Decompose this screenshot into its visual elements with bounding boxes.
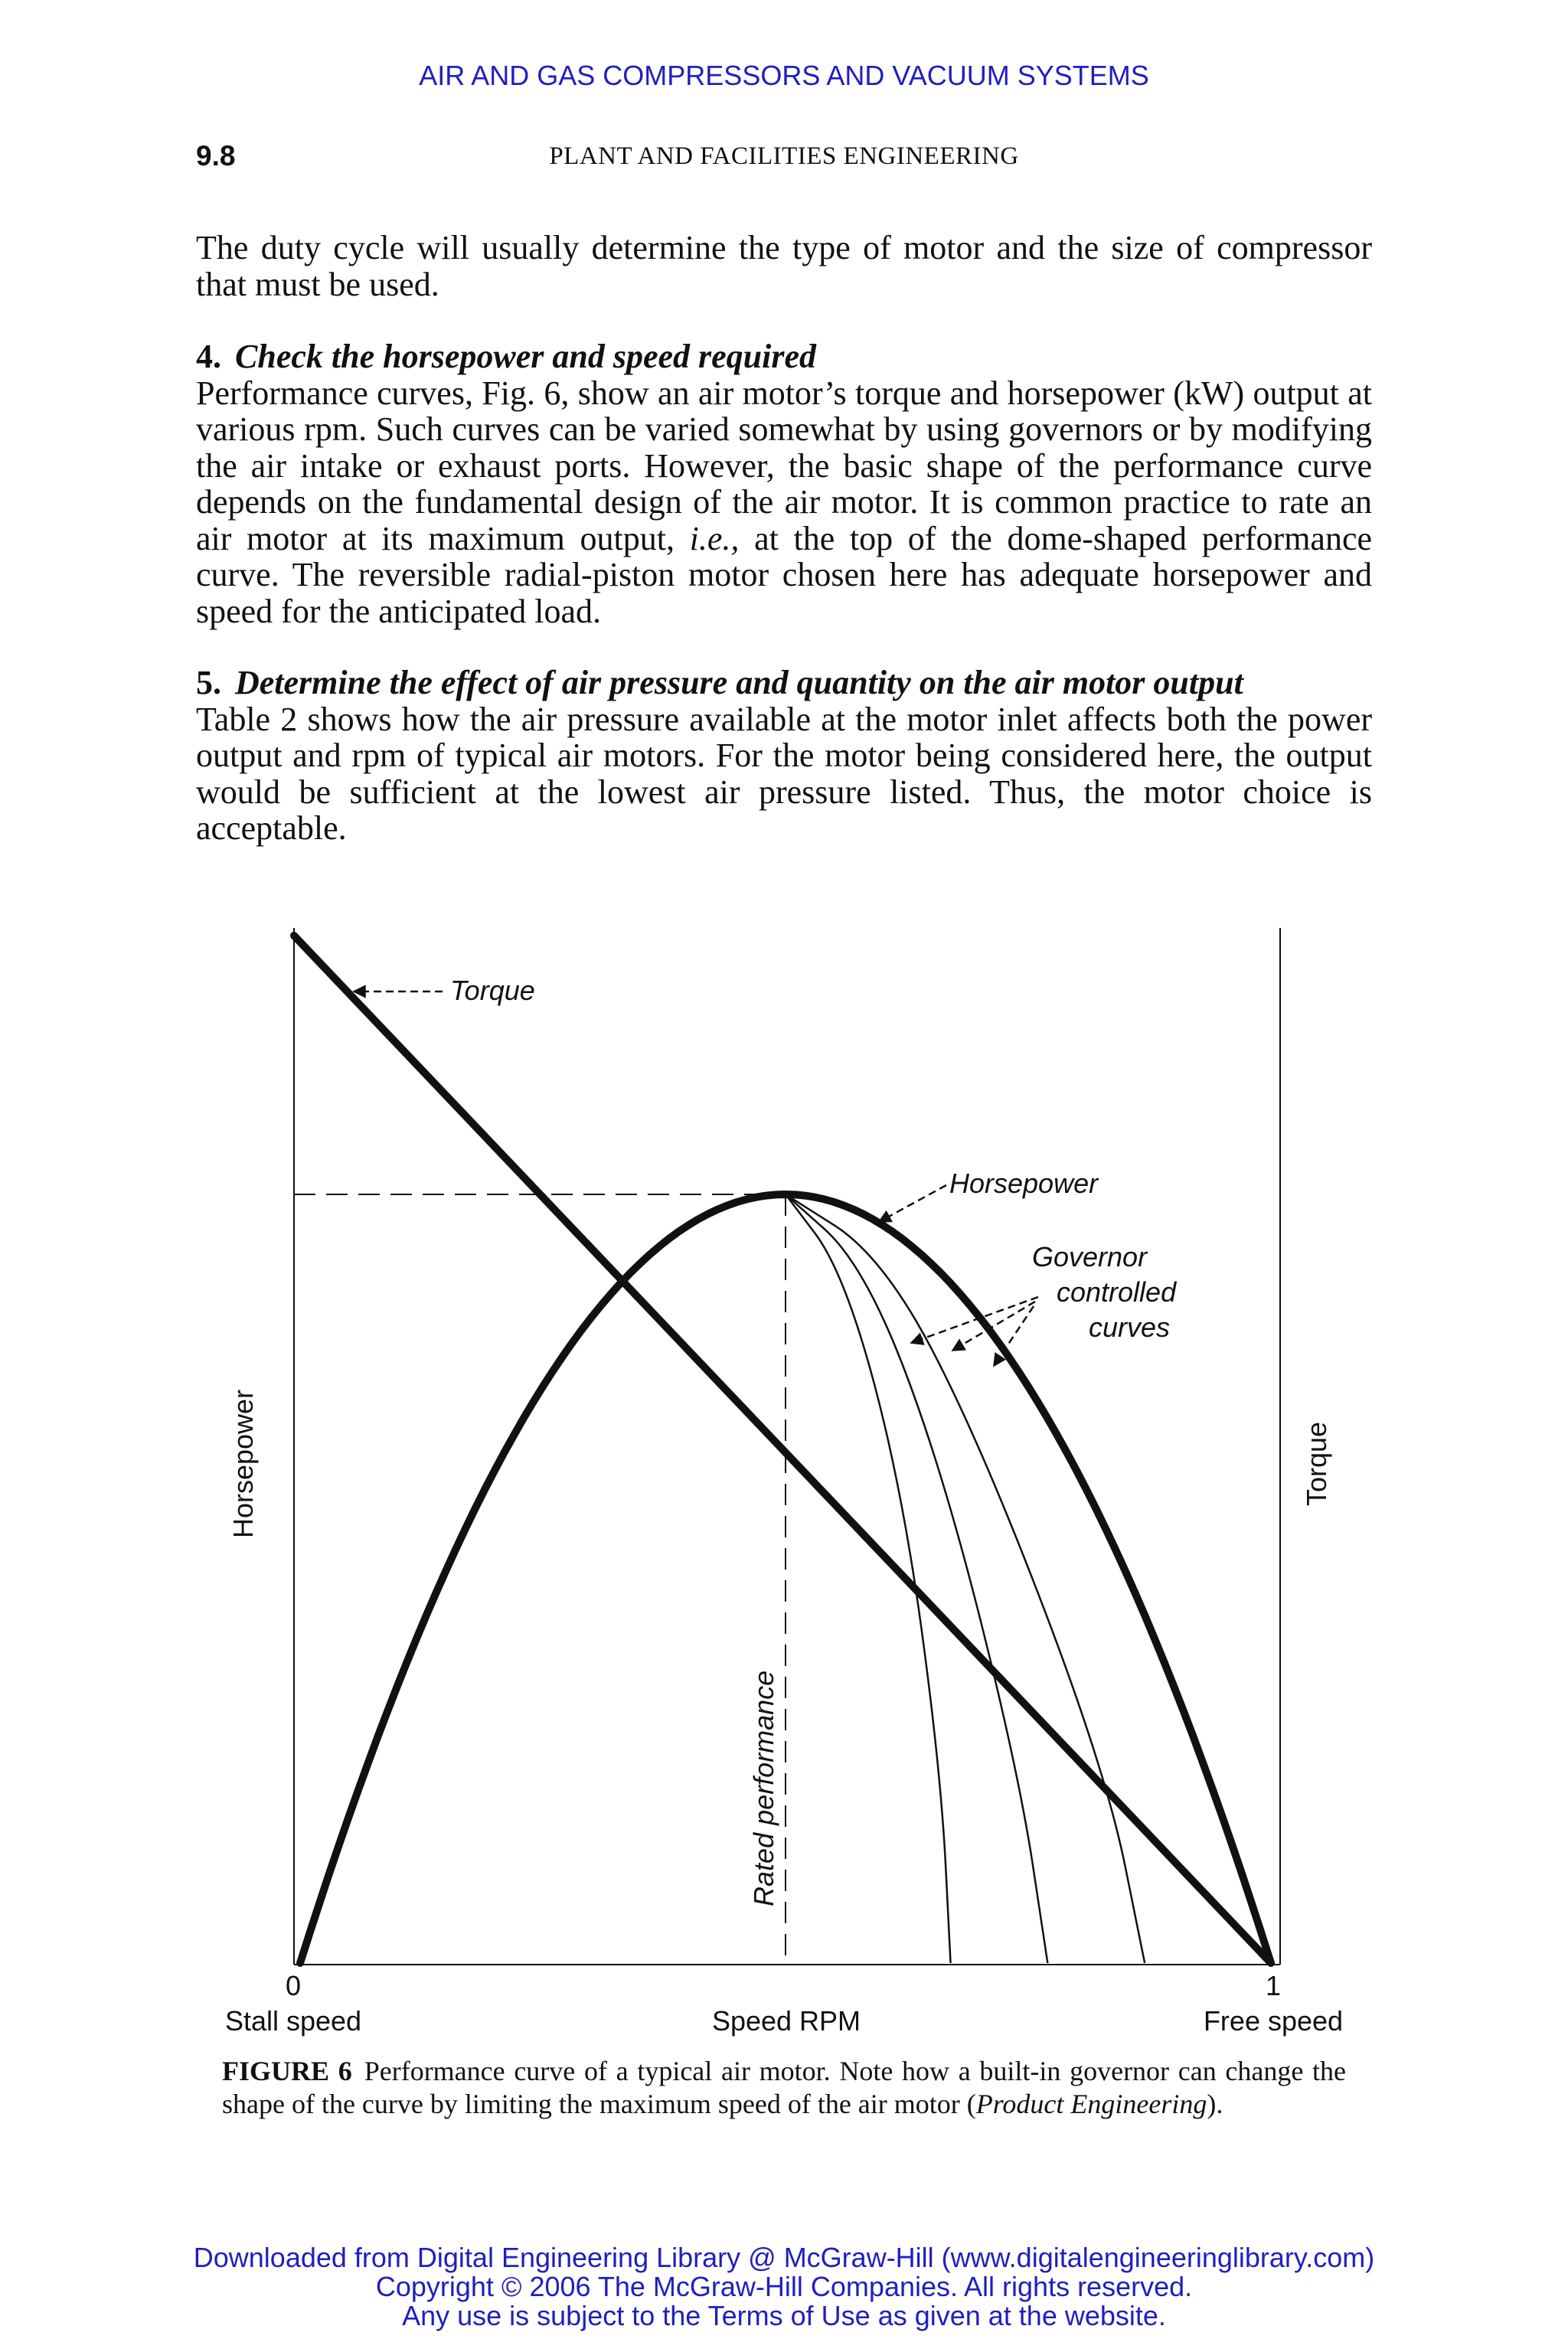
section-4-title: Check the horsepower and speed required [235, 338, 816, 375]
chart-axes [294, 928, 1280, 1965]
stall-speed-label: Stall speed [224, 2005, 362, 2037]
chart-labels [225, 975, 1343, 2037]
governor-curve-3 [786, 1194, 1145, 1963]
governor-leader-arrow-1 [911, 1297, 1038, 1343]
torque-annotation: Torque [450, 975, 535, 1006]
torque-curve [294, 936, 1271, 1963]
free-speed-label: Free speed [1203, 2005, 1344, 2037]
chart-guides [294, 991, 1038, 1963]
governor-leader-arrow-2 [952, 1302, 1035, 1351]
x-tick-label-0: 0 [285, 1970, 302, 2001]
figure-caption [222, 2055, 1346, 2121]
horsepower-annotation: Horsepower [949, 1168, 1099, 1199]
y2-axis-label: Torque [1301, 1421, 1332, 1507]
section-5-title: Determine the effect of air pressure and quantity on the air motor output [235, 664, 1243, 701]
footer-terms: Any use is subject to the Terms of Use as given at the website. [402, 2300, 1166, 2331]
governor-annotation-line3: curves [1089, 1312, 1171, 1343]
chart-curves [294, 936, 1271, 1963]
section-5-number: 5. [196, 664, 221, 701]
book-banner: AIR AND GAS COMPRESSORS AND VACUUM SYSTEMS [419, 60, 1149, 91]
x-tick-label-1: 1 [1265, 1970, 1282, 2001]
horsepower-leader-arrow [879, 1185, 946, 1222]
footer-copyright: Copyright © 2006 The McGraw-Hill Companies. All rights reserved. [375, 2271, 1193, 2302]
figure-label: FIGURE 6 [222, 2056, 352, 2086]
governor-curve-2 [786, 1194, 1047, 1963]
section-4-text-a: Performance curves, Fig. 6, show an air motor’s torque and horsepower (kW) output at various rpm. Such curves can be varied somewhat by using governors or by modifying the air intake or exhaust ports. However, the basic shape of the performance curve depends on the fundamental design of the air motor. It is common practice to rate an air motor at its maximum output, [196, 374, 1372, 557]
footer-notice [0, 2243, 1568, 2331]
governor-curve-1 [786, 1194, 951, 1963]
section-4-text-b: at the top of the dome-shaped performance curve. The reversible radial-piston motor chosen here has adequate horsepower and speed for the anticipated load. [196, 519, 1373, 630]
caption-source: Product Engineering [975, 2089, 1207, 2119]
section-4-number: 4. [196, 338, 221, 375]
running-head: PLANT AND FACILITIES ENGINEERING [549, 142, 1019, 170]
footer-download-link[interactable]: Downloaded from Digital Engineering Library @ McGraw-Hill (www.digitalengineeringlibrary.com) [193, 2242, 1375, 2273]
caption-text: Performance curve of a typical air motor. Note how a built-in governor can change the shape of the curve by limiting the maximum speed of the air motor ( [222, 2056, 1347, 2119]
page-number: 9.8 [196, 140, 236, 172]
y-axis-label: Horsepower [227, 1389, 259, 1539]
governor-annotation-line2: controlled [1057, 1276, 1177, 1308]
governor-annotation-line1: Governor [1032, 1241, 1148, 1272]
caption-end: ). [1207, 2089, 1223, 2119]
section-5-text: Table 2 shows how the air pressure available at the motor inlet affects both the power output and rpm of typical air motors. For the motor being considered here, the output would be sufficient at the lowest air pressure listed. Thus, the motor choice is acceptable. [196, 700, 1372, 847]
x-axis-label: Speed RPM [711, 2005, 861, 2037]
section-4-ie: i.e., [689, 519, 740, 557]
rated-performance-annotation: Rated performance [748, 1670, 779, 1906]
intro-text: The duty cycle will usually determine the type of motor and the size of compressor that must be used. [196, 229, 1372, 303]
